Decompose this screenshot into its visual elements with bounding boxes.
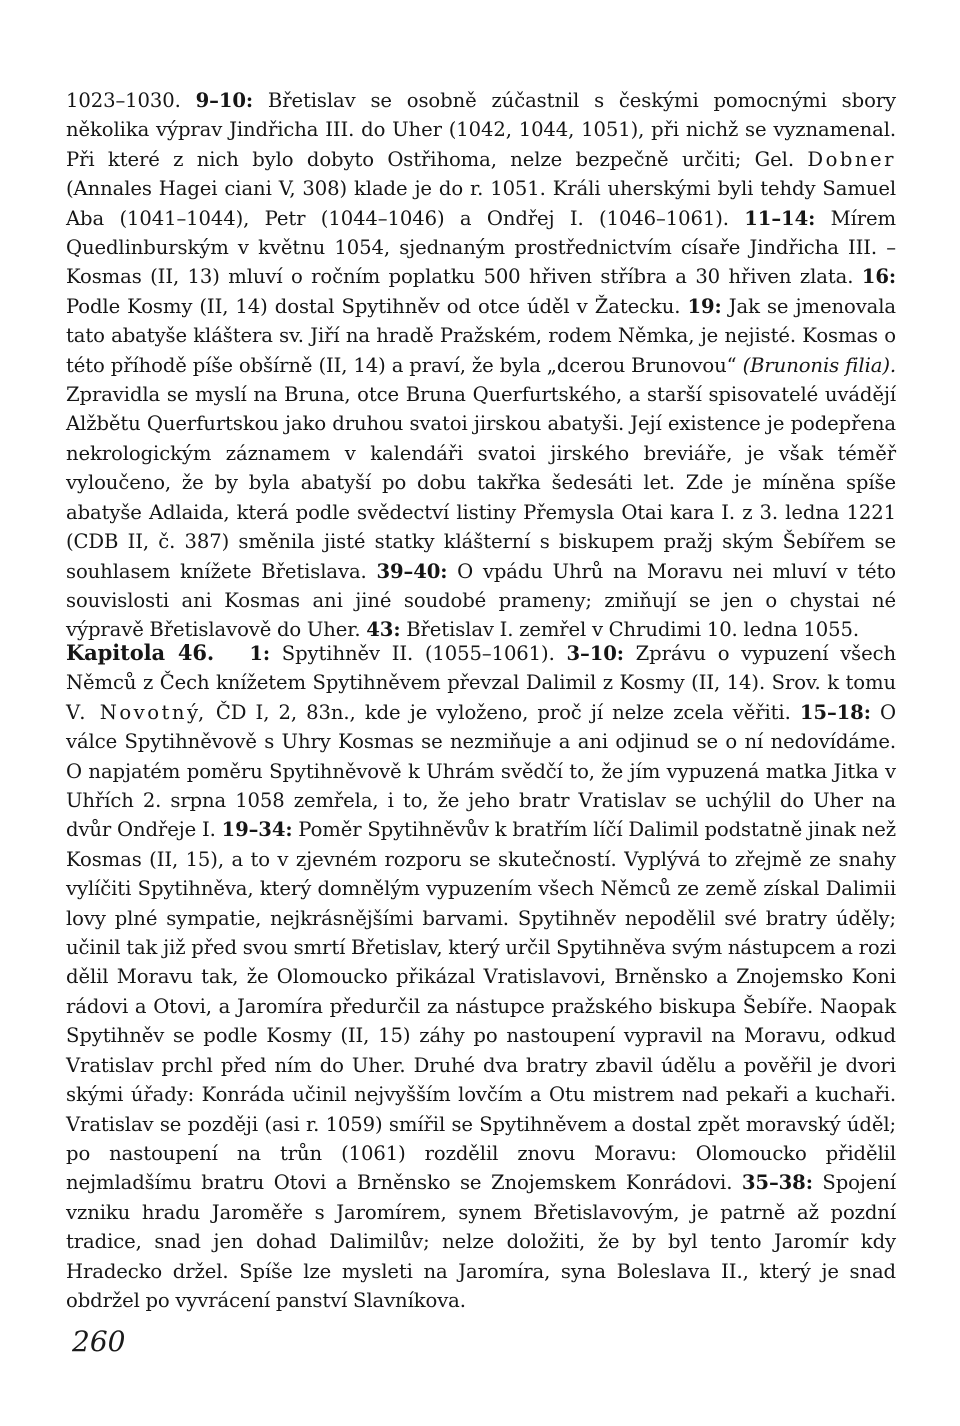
author-name: V. Novotný,: [66, 700, 207, 724]
verse-reference: 39–40:: [376, 559, 448, 583]
text-run: Mírem Quedlinburským v květnu 1054, sjednaným prostřednictvím císaře Jindřicha III. – Kosmas (II, 13) mluví o ročním poplatku 500 hřiven stříbra a 30 hřiven zlata.: [66, 206, 896, 289]
text-run: Zpravidla se myslí na Bruna, otce Bruna Querfurtského, a starší spisovatelé uvádějí Alžbětu Querfurtskou jako druhou svatoi jirskou abatyši. Její existence je podepřena nekrologickým záznamem v kalendáři svatoi jirského breviáře, je však téměř vyloučeno, že by byla abatyší po dobu takřka šedesáti let. Zde je míněna spíše abatyše Adlaida, která podle svědectví listiny Přemysla Otai kara I. z 3. ledna 1221 (CDB II, č. 387) směnila jisté statky klášterní s biskupem pražj ským Šebířem se souhlasem knížete Břetislava.: [66, 383, 896, 583]
text-run: (Annales Hagei ciani V, 308) klade je do r. 1051. Králi uherskými byli tehdy Samuel Aba (1041–1044), Petr (1044–1046) a Ondřej I. (1046–1061).: [66, 177, 896, 230]
chapter-heading: Kapitola 46.: [66, 640, 215, 665]
verse-reference: 19–34:: [221, 818, 293, 842]
verse-reference: 19:: [687, 294, 722, 318]
author-name: Dobner: [807, 147, 896, 171]
text-run: Spytihněv II. (1055–1061).: [270, 642, 567, 665]
latin-quote: (Brunonis filia).: [742, 353, 896, 377]
verse-reference: 11–14:: [744, 206, 816, 230]
page-number: 260: [72, 1325, 126, 1358]
text-run: Jak se jmenovala tato abatyše kláštera sv. Jiří na hradě Pražském, rodem Němka, je nejisté. Kosmas o této příhodě píše obšírně (II, 14) a praví, že byla „dcerou Brunovou“: [66, 294, 896, 377]
commentary-paragraph-2: [66, 638, 896, 1315]
commentary-paragraph-1: [66, 86, 896, 645]
text-run: 1023–1030.: [66, 89, 196, 112]
text-run: Poměr Spytihněvův k bratřím líčí Dalimil podstatně jinak než Kosmas (II, 15), a to v zjevném rozporu se skutečností. Vyplývá to zřejmě ze snahy vylíčiti Spytihněva, který domnělým vypuzením všech Němců ze země získal Dalimii lovy plné sympatie, nejkrásnějšími barvami. Spytihněv nepodělil své bratry úděly; učinil tak již před svou smrtí Břetislav, který určil Spytihněva svým nástupcem a rozi dělil Moravu tak, že Olomoucko přikázal Vratislavovi, Brněnsko a Znojemsko Koni rádovi a Otovi, a Jaromíra předurčil za nástupce pražského biskupa Šebíře. Naopak Spytihněv se podle Kosmy (II, 15) záhy po nastoupení vypravil na Moravu, odkud Vratislav prchl před ním do Uher. Druhé dva bratry zbavil údělu a pověřil je dvori skými úřady: Konráda učinil nejvyšším lovčím a Otu mistrem nad pekaři a kuchaři. Vratislav se později (asi r. 1059) smířil se Spytihněvem a dostal zpět moravský úděl; po nastoupení na trůn (1061) rozdělil znovu Moravu: Olomoucko přidělil nejmladšímu bratru Otovi a Brněnsko se Znojemskem Konrádovi.: [66, 818, 896, 1195]
verse-reference: 35–38:: [741, 1171, 813, 1195]
text-run: Břetislav se osobně zúčastnil s českými pomocnými sbory několika výprav Jindřicha III. do Uher (1042, 1044, 1051), při nichž se vyznamenal. Při které z nich bylo dobyto Ostřihoma, nelze bezpečně určiti; Gel.: [66, 89, 897, 171]
verse-reference: 3–10:: [566, 642, 624, 665]
text-run: Podle Kosmy (II, 14) dostal Spytihněv od otce úděl v Žatecku.: [66, 294, 688, 318]
text-run: O válce Spytihněvově s Uhry Kosmas se nezmiňuje a ani odjinud se o ní nedovídáme. O napjatém poměru Spytihněvově k Uhrám svědčí to, že jím vypuzená matka Jitka v Uhřích 2. srpna 1058 zemřela, i to, že jeho bratr Vratislav se uchýlil do Uher na dvůr Ondřeje I.: [66, 700, 896, 842]
text-run: Břetislav I. zemřel v Chrudimi 10. ledna 1055.: [400, 618, 859, 642]
verse-reference: 15–18:: [799, 700, 871, 724]
text-run: O vpádu Uhrů na Moravu nei mluví v této souvislosti ani Kosmas ani jiné soudobé prameny; zmiňují se jen o chystai né výpravě Břetislavově do Uher.: [66, 559, 897, 642]
text-run: Zprávu o vypuzení všech Němců z Čech knížetem Spytihněvem převzal Dalimil z Kosmy (II, 14). Srov. k tomu: [66, 642, 897, 695]
verse-reference: 1:: [249, 642, 271, 665]
verse-reference: 43:: [366, 618, 401, 642]
text-run: Spojení vzniku hradu Jaroměře s Jaromírem, synem Břetislavovým, je patrně až pozdní tradice, snad jen dohad Dalimilův; nelze doložiti, že by byl tento Jaromír kdy Hradecko držel. Spíše lze mysleti na Jaromíra, syna Boleslava II., který je snad obdržel po vyvrácení panství Slavníkova.: [66, 1171, 896, 1312]
text-run: ČD I, 2, 83n., kde je vyloženo, proč jí nelze zcela věřiti.: [206, 700, 800, 724]
verse-reference: 9–10:: [195, 89, 254, 112]
verse-reference: 16:: [861, 265, 896, 289]
